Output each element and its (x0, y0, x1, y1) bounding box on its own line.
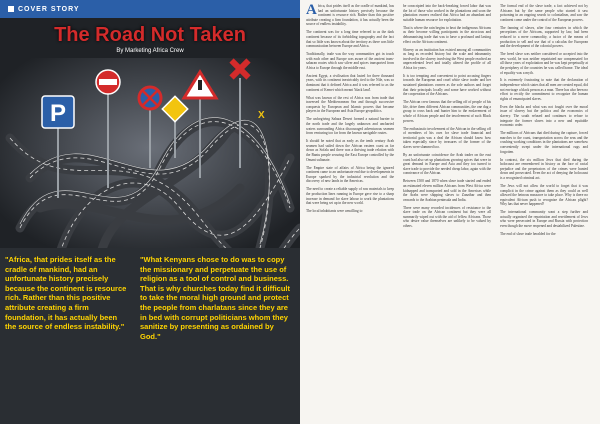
parking-sign-letter: P (49, 100, 67, 127)
paragraph: It is extremely frustrating to note that the declaration of independence which states that all men are created equal, did not envisage a black person as a man. There has also been no effort to rectify the commitment to recognize the human rights of emancipated slaves. (500, 78, 588, 101)
article-column-1 (306, 4, 394, 217)
paragraph: The enthusiastic involvement of the African in the selling off of members of his own for slave trade financial and territorial gain was a deal the African should know how taken especially since by treasures of the former of the slaves were slammed too. (403, 126, 491, 149)
paragraph: The end of slave trade heralded for the (500, 232, 556, 237)
paragraph: The continent was for a long time referred to as the dark continent because of its forbidding topography and the fact that so little was known about the territory as there was little communication between Europe and Africa. (306, 30, 394, 49)
paragraph: Slavery as an institution has existed among all communities as long as recorded history but the scale and inhumanity involved in the slavery involving the West people reached an unprecedented level and totally altered the profile of all Africa for years. (403, 47, 491, 70)
paragraph: The African crew famous that the selling off of people of his life, drive them different African communities, the one dug a group to cross back and hunter him to the enslavement of whole of African people and the involvement of such Black powers. (403, 100, 491, 123)
paragraph: The formal end of the slave trade, a fact achieved not by Africans but by the same people who started it saw poisoning in an ongoing search to colonialism, and saw the continent come under the control of the European powers. (500, 4, 588, 22)
article-column-2 (403, 4, 491, 232)
section-header (0, 0, 300, 18)
pull-quote-1: "Africa, that prides itself as the cradle of mankind, had an unfortunate history precisely because the continent is resource rich. Rather than this positive attribute creating a firm foundation, it has actually been the source of endless instability." (5, 255, 127, 332)
paragraph: frica, that prides itself as the cradle of mankind, has had an unfortunate history precisely because the continent is resource rich. Rather than this positive attribute creating a firm foundation, it has actually been the source of endless instability. (306, 4, 394, 27)
paragraph: The fanning of slaves, after four centuries in which the perceptions of the Africans, supported by law, had been reduced to a mere commodity, a factor of the means of production to sell and use that of a calculus the European and the development of the colonial powers. (500, 25, 588, 49)
paragraph: That is where the rain begins to beat the indigenous Africans as their become willing participants in the atrocious and dehumanising trade that was to have a profound and lasting effect on the African continent. (403, 25, 491, 44)
byline: By Marketing Africa Crew (116, 48, 184, 54)
right-page (300, 0, 600, 424)
paragraph: The millions of Africans that died during the capture, forced marches to the coast, transportation across the seas and the crushing working conditions in the plantations are somehow conveniently swept under the international rugs and forgotten. (500, 131, 588, 154)
paragraph: be conscripted into the back-breaking forced labor that was the lot of those who worked in the plantations and soon the plantation owners realised that Africa had an abundant and suitable human resource for exploitation. (403, 4, 491, 22)
paragraph: There were many recorded incidences of resistance to the slave trade on the African continent but they were all summarily wiped out with the aid of fellow Africans. Those who desire value themselves are unlikely to be valued by others. (403, 205, 491, 229)
paragraph: The Jews will not allow the world to forget that it was complicit in the crime against them as they could as well allowed the heinous massacre to take place. Why is there no equivalent African push to recognize the African plight? Why has that never happened? (500, 183, 588, 207)
paragraph: The freed slave was neither considered or accepted into the new world, he was neither repatriated nor compensated for all those years of exploitation and he was kept perpetually at the periphery of the countries he was called home. The ideal of equality was a myth. (500, 52, 588, 75)
paragraph: By an unfortunate coincidence the Arab trader on the east coast had also set up plantations growing spices that were in great demand in Europe and Asia and they too turned to slave trade to provide the needed cheap labor, again with the connivance of the African. (403, 152, 491, 176)
paragraph: Even the blacks and what was not fought over the moral issue of slavery but the politics and the economics of slavery. The south refused and continues to refuse to integrate the former slaves into a new and equitable economic order. (500, 104, 588, 128)
paragraph: Ancient Egypt, a civilisation that lasted for three thousand years, with its continent inextricably tied to the Nile, was so dominant that it defined Africa and it was referred to as the continent of Kemet which meant 'black land'. (306, 73, 394, 92)
article-column-3 (500, 4, 588, 240)
paragraph: The international community want a step further and actually organized the repatriation and resettlement of Jews who were persecuted in Europe and Russia with protection even though the move reopened and destabilized Palestine. (500, 210, 588, 229)
section-label: COVER STORY (18, 5, 80, 13)
drop-cap: A (306, 2, 317, 18)
paragraph: It should be noted that as early as the tenth century Arab seamen had sailed down the African eastern coast as far down as Sofala and there was a thriving trade relation with the Bantu people securing the East Europe controlled by the Omani sultanate. (306, 139, 394, 162)
cross-mark-letter: X (258, 110, 265, 121)
pull-quote-2: "What Kenyans chose to do was to copy the missionary and perpetuate the use of religion as a tool of control and business. That is why churches today find it difficult to take the moral high ground and protect the people from charlatans since they are in bed with corrupt politicians whom they sanitize by presenting as ordained by God." (140, 255, 291, 341)
paragraph: Between 1500 and 1870 when slave trade started and ended an estimated eleven million Africans from West Africa were kidnapped and transported and sold in the Americas while the Arabs were shipping slaves to Zanzibar and then onwards to the Arabian peninsula and India. (403, 179, 491, 202)
paragraph: In contrast, the six million Jews that died during the holocaust are remembered in history as the face of racial prejudice and the perpetrators of the crimes were hunted down and prosecuted. Even the act of denying the holocaust is a recognized criminal act. (500, 157, 588, 180)
paragraph: The need to create a reliable supply of raw materials to keep the production lines running in Europe gave rise to a sharp increase in demand for slave labour to work the plantations that were being set up in the new world. (306, 187, 394, 206)
section-square-icon (8, 6, 14, 12)
paragraph: It is too tempting and convenient to point accusing fingers towards the European and cruel white slave trader and her sustained plantations owners as the sole authors and forget that their principals locally and some have worked without the cooperation of the Africans. (403, 73, 491, 97)
paragraph: The unforgiving Sahara Desert formed a natural barrier to the north trade and the largely unknown and uncharted waters surrounding Africa discouraged adventurous seamen from venturing too far from the known navigable routes. (306, 117, 394, 136)
road-signs-illustration (0, 58, 300, 258)
paragraph: Traditionally, trade was the way communities got in touch with each other and Europe was aware of the ancient trans-saharan routes which saw silver and spices transported from Africa to Europe through the middle east. (306, 52, 394, 70)
paragraph: The local inhabitants were unwilling to (306, 209, 363, 214)
paragraph: What was known of the rest of Africa was from trade that traversed the Mediterranean Sea and through successive conquests by European and Islamic powers that became players in the European and Asia Europe geopolitics. (306, 95, 394, 114)
article-title: The Road Not Taken (54, 24, 246, 46)
paragraph: The Empire state of affairs of Africa being the ignored continent came to an unfortunate end due to developments in Europe sparked by the industrial revolution and the discovery of new lands in the Americas. (306, 165, 394, 184)
